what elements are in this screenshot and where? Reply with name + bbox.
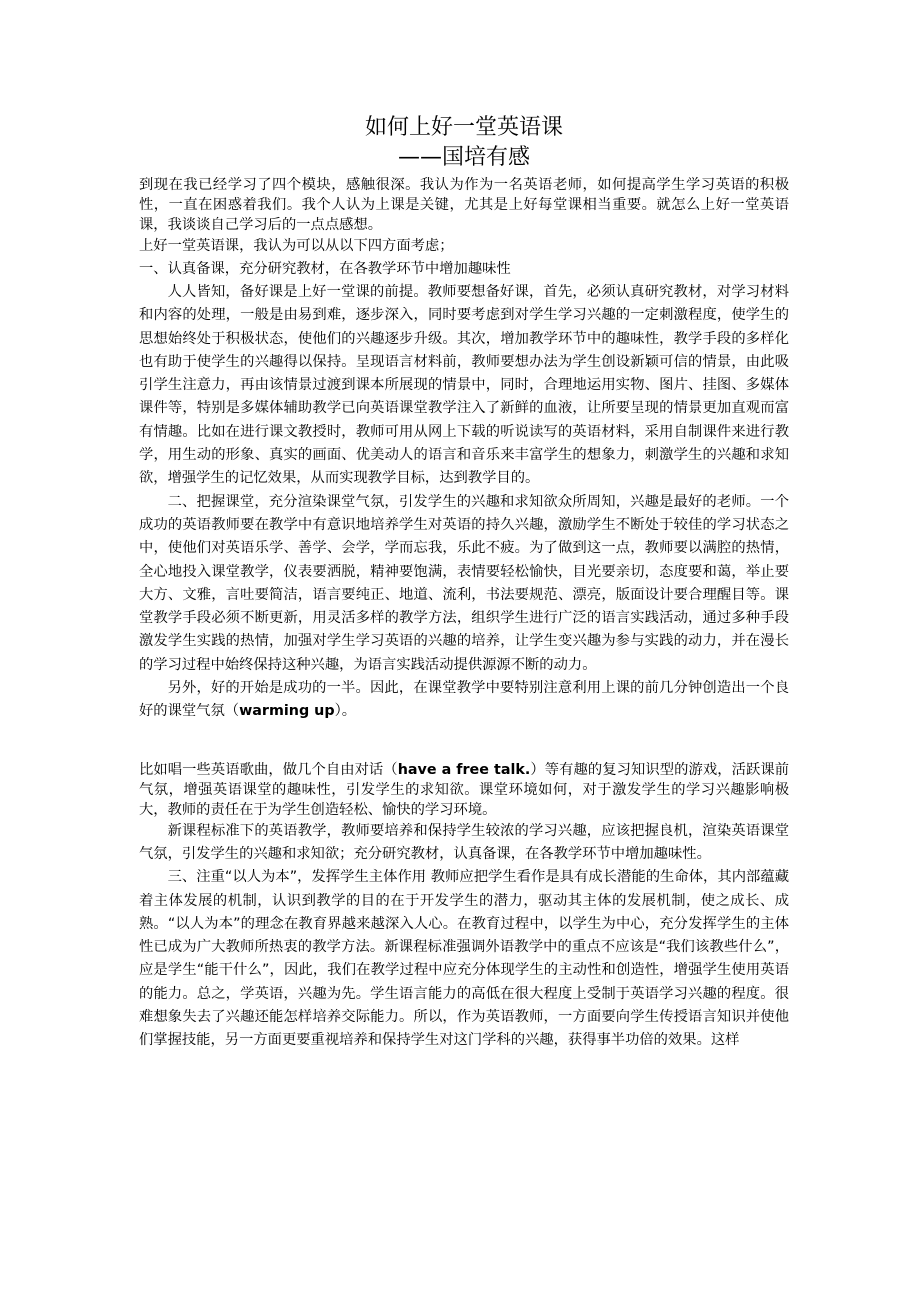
lead-sentence: 上好一堂英语课，我认为可以从以下四方面考虑；: [139, 238, 454, 254]
document-title: 如何上好一堂英语课: [364, 115, 563, 140]
example-paragraph: [139, 760, 789, 820]
section-1-body: 人人皆知，备好课是上好一堂课的前提。教师要想备好课，首先，必须认真研究教材，对学习材料和内容的处理，一般是由易到难，逐步深入，同时要考虑到对学生学习兴趣的一定刺激程度，使学生的思想始终处于积极状态，使他们的兴趣逐步升级。其次，增加教学环节中的趣味性，教学手段的多样化也有助于使学生的兴趣得以保持。呈现语言材料前，教师要想办法为学生创设新颖可信的情景，由此吸引学生注意力，再由该情景过渡到课本所展现的情景中，同时，合理地运用实物、图片、挂图、多媒体课件等，特别是多媒体辅助教学已向英语课堂教学注入了新鲜的血液，让所要呈现的情景更加直观而富有情趣。比如在进行课文教授时，教师可用从网上下载的听说读写的英语材料，采用自制课件来进行教学，用生动的形象、真实的画面、优美动人的语言和音乐来丰富学生的想象力，刺激学生的兴趣和求知欲，增强学生的记忆效果，从而实现教学目标，达到教学目的。: [139, 284, 789, 487]
document-page: [139, 112, 789, 1053]
warming-up-term: warming up: [239, 703, 335, 720]
section-2-extra: [139, 677, 789, 724]
example-paragraph-start: 比如唱一些英语歌曲，做几个自由对话（: [139, 761, 398, 778]
example-paragraph-rest: ）等有趣的复习知识型的游戏，活跃课前气氛，增强英语课堂的趣味性，引发学生的求知欲。课堂环境如何，对于激发学生的学习兴趣影响极大，教师的责任在于为学生创造轻松、愉快的学习环境。: [139, 761, 790, 818]
document-subtitle: ——国培有感: [397, 145, 530, 170]
section-3-body: 三、注重“以人为本”，发挥学生主体作用 教师应把学生看作是具有成长潜能的生命体，其内部蕴藏着主体发展的机制，认识到教学的目的在于开发学生的潜力，驱动其主体的发展机制，使之成长、成熟。“以人为本”的理念在教育界越来越深入人心。在教育过程中，以学生为中心，充分发挥学生的主体性已成为广大教师所热衷的教学方法。新课程标准强调外语教学中的重点不应该是“我们该教些什么”，应是学生“能干什么”，因此，我们在教学过程中应充分体现学生的主动性和创造性，增强学生使用英语的能力。总之，学英语，兴趣为先。学生语言能力的高低在很大程度上受制于英语学习兴趣的程度。很难想象失去了兴趣还能怎样培养交际能力。所以，作为英语教师，一方面要向学生传授语言知识并使他们掌握技能，另一方面更要重视培养和保持学生对这门学科的兴趣，获得事半功倍的效果。这样: [139, 869, 789, 1049]
new-standard-paragraph: 新课程标准下的英语教学，教师要培养和保持学生较浓的学习兴趣，应该把握良机，渲染英语课堂气氛，引发学生的兴趣和求知欲；充分研究教材，认真备课，在各教学环节中增加趣味性。: [139, 822, 789, 862]
section-2-body: 二、把握课堂，充分渲染课堂气氛，引发学生的兴趣和求知欲众所周知，兴趣是最好的老师。一个成功的英语教师要在教学中有意识地培养学生对英语的持久兴趣，激励学生不断处于较佳的学习状态之中，使他们对英语乐学、善学、会学，学而忘我，乐此不疲。为了做到这一点，教师要以满腔的热情，全心地投入课堂教学，仪表要洒脱，精神要饱满，表情要轻松愉快，目光要亲切，态度要和蔼，举止要大方、文雅，言吐要简洁，语言要纯正、地道、流利，书法要规范、漂亮，版面设计要合理醒目等。课堂教学手段必须不断更新，用灵活多样的教学方法，组织学生进行广泛的语言实践活动，通过多种手段激发学生实践的热情，加强对学生学习英语的兴趣的培养，让学生变兴趣为参与实践的动力，并在漫长的学习过程中始终保持这种兴趣，为语言实践活动提供源源不断的动力。: [139, 493, 789, 673]
free-talk-term: have a free talk.: [397, 761, 531, 778]
section-2-extra-text: 另外，好的开始是成功的一半。因此，在课堂教学中要特别注意利用上课的前几分钟创造出一个良好的课堂气氛（: [139, 680, 789, 720]
blank-line: [139, 724, 789, 760]
section-1-heading: 一、认真备课，充分研究教材，在各教学环节中增加趣味性: [139, 261, 511, 277]
section-2-extra-end: ）。: [334, 703, 357, 720]
intro-paragraph: 到现在我已经学习了四个模块，感触很深。我认为作为一名英语老师，如何提高学生学习英语的积极性，一直在困惑着我们。我个人认为上课是关键，尤其是上好每堂课相当重要。就怎么上好一堂英语课，我谈谈自己学习后的一点点感想。: [139, 177, 789, 233]
